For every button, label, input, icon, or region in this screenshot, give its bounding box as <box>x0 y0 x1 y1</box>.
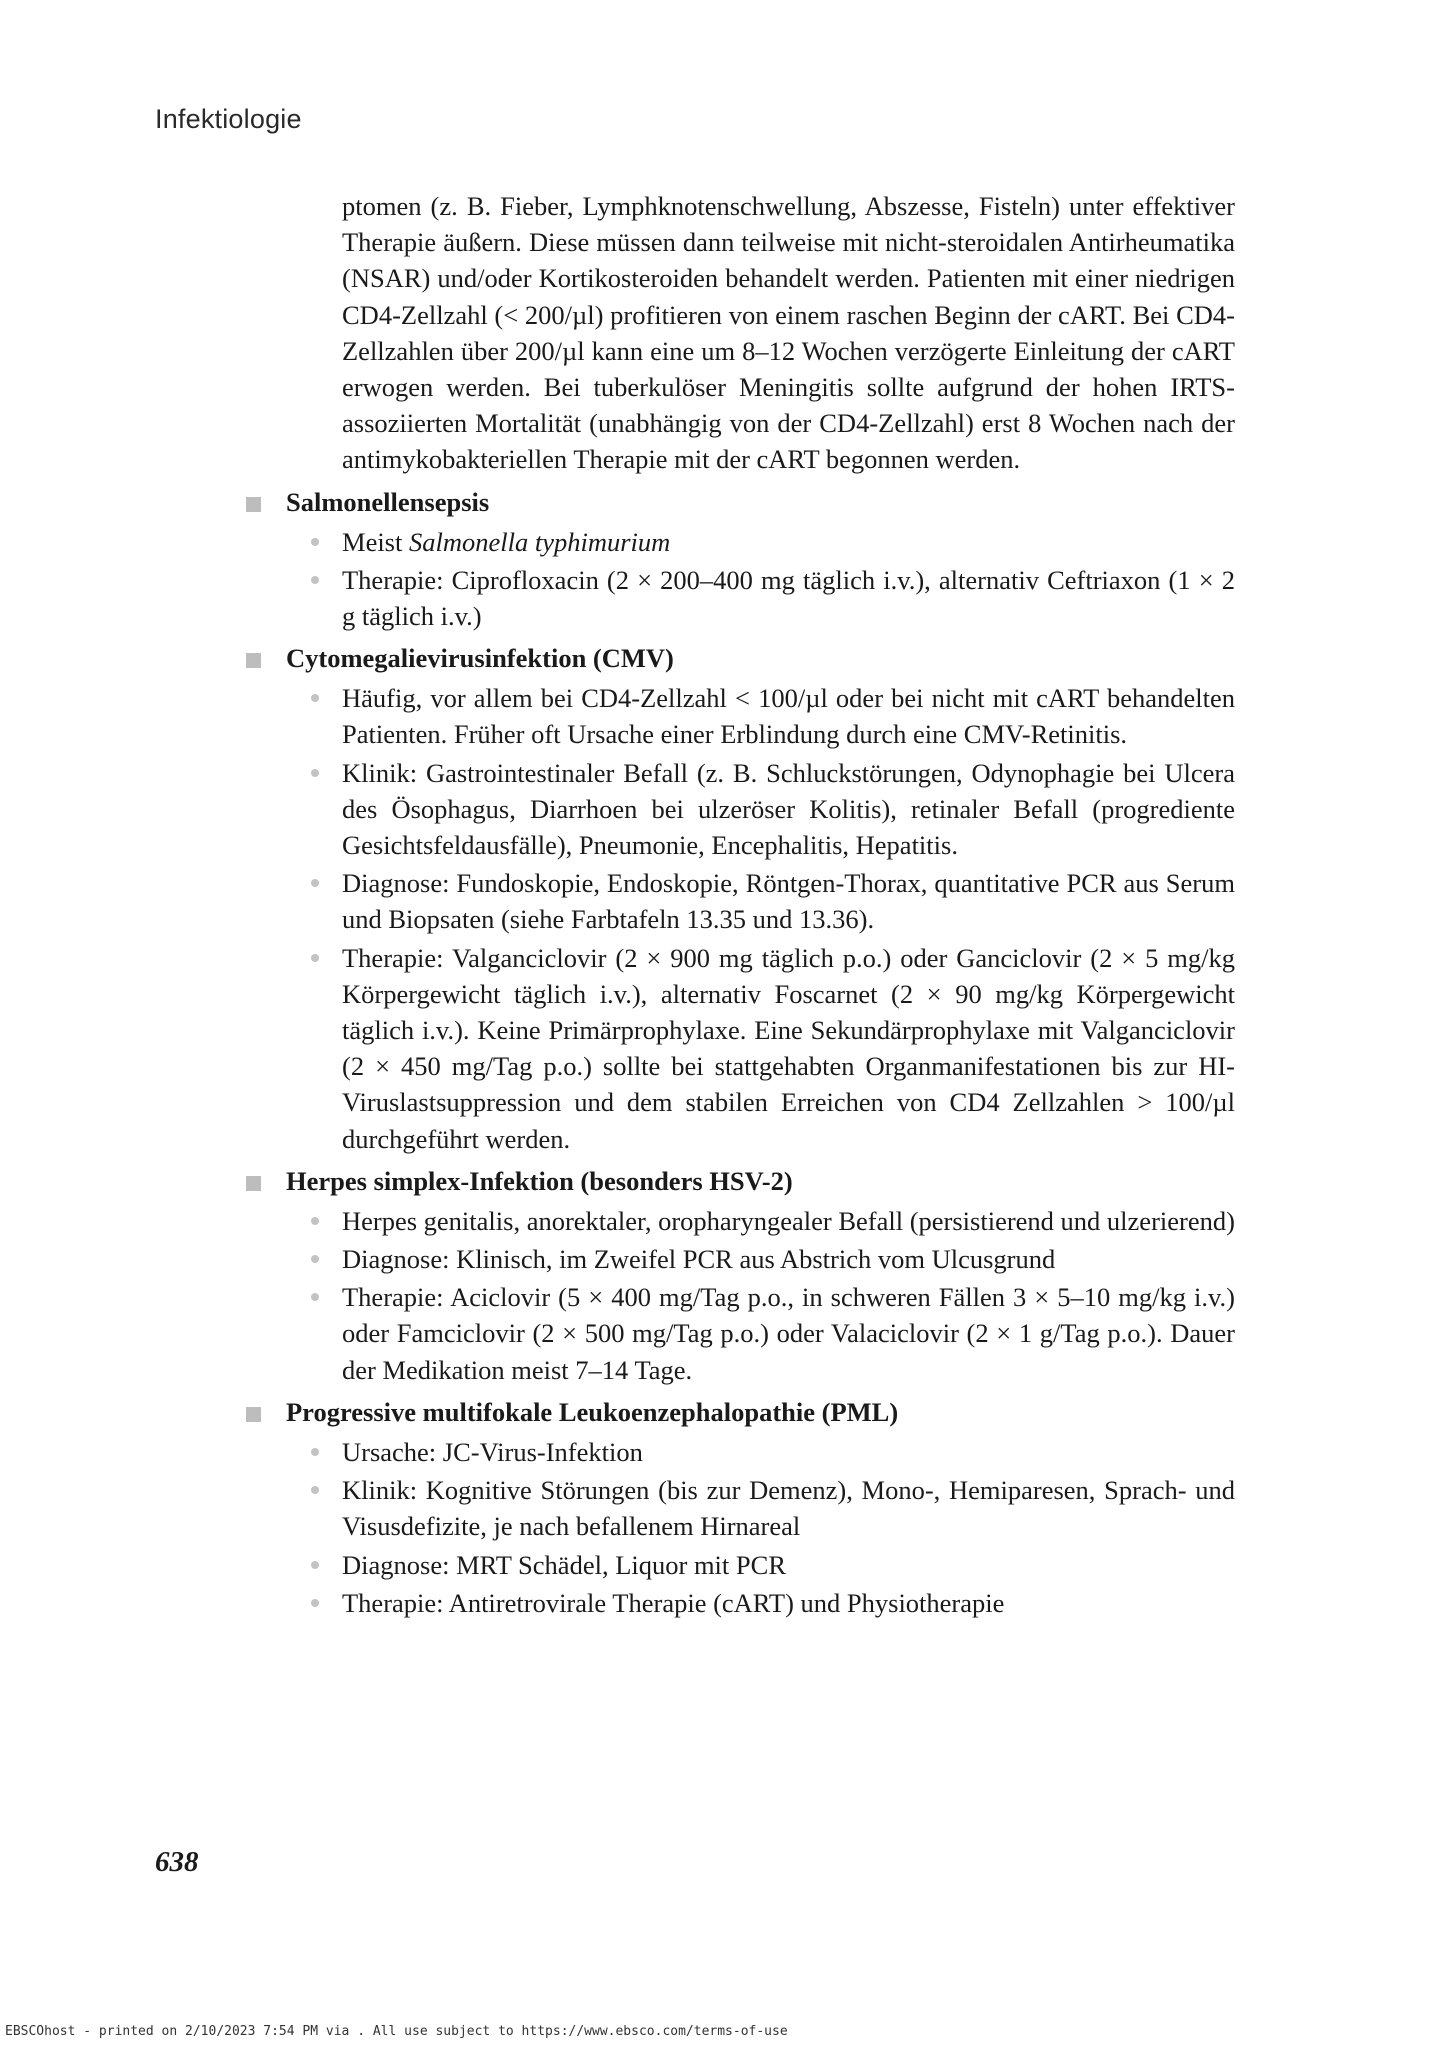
round-bullet-icon <box>311 954 319 962</box>
round-bullet-icon <box>311 1448 319 1456</box>
section-pml <box>0 1394 1452 1621</box>
section-heading-text: Progressive multifokale Leukoenzephalopathie (PML) <box>286 1396 899 1427</box>
section-heading-text: Herpes simplex-Infektion (besonders HSV-2) <box>286 1165 793 1196</box>
list-item <box>342 1585 1235 1621</box>
round-bullet-icon <box>311 879 319 887</box>
list-item-text: Häufig, vor allem bei CD4-Zellzahl < 100/µl oder bei nicht mit cART behandelten Patienten. Früher oft Ursache einer Erblindung durch eine CMV-Retinitis. <box>342 683 1235 750</box>
list-item <box>342 1241 1235 1277</box>
section-heading <box>286 1163 1452 1199</box>
list-item <box>342 1203 1235 1239</box>
section-heading <box>286 640 1452 676</box>
list-item <box>342 562 1235 634</box>
page-number: 638 <box>155 1846 199 1878</box>
list-item <box>342 1279 1235 1388</box>
list-item-text: Herpes genitalis, anorektaler, oropharyngealer Befall (persistierend und ulzerierend) <box>342 1205 1235 1236</box>
section-cmv <box>0 640 1452 1157</box>
intro-paragraph: ptomen (z. B. Fieber, Lymphknotenschwellung, Abszesse, Fisteln) unter effektiver Therapie äußern. Diese müssen dann teilweise mit nicht-steroidalen Antirheumatika (NSAR) und/oder Kortikosteroiden behandelt werden. Patienten mit einer niedrigen CD4-Zellzahl (< 200/µl) profitieren von einem raschen Beginn der cART. Bei CD4-Zellzahlen über 200/µl kann eine um 8–12 Wochen verzögerte Einleitung der cART erwogen werden. Bei tuberkulöser Meningitis sollte aufgrund der hohen IRTS-assoziierten Mortalität (unabhängig von der CD4-Zellzahl) erst 8 Wochen nach der antimykobakteriellen Therapie mit der cART begonnen werden. <box>342 191 1235 475</box>
round-bullet-icon <box>311 1217 319 1225</box>
section-heading <box>286 1394 1452 1430</box>
list-item-text: Ursache: JC-Virus-Infektion <box>342 1436 643 1467</box>
list-item-text: Therapie: Ciprofloxacin (2 × 200–400 mg täglich i.v.), alternativ Ceftriaxon (1 × 2 g täglich i.v.) <box>342 564 1235 632</box>
list-item-text: Therapie: Valganciclovir (2 × 900 mg täglich p.o.) oder Ganciclovir (2 × 5 mg/kg Körpergewicht täglich i.v.), alternativ Foscarnet (2 × 90 mg/kg Körpergewicht täglich i.v.). Keine Primärprophylaxe. Eine Sekundärprophylaxe mit Valganciclovir (2 × 450 mg/Tag p.o.) sollte bei stattgehabten Organmanifestationen bis zur HI-Viruslastsuppression und dem stabilen Erreichen von CD4 Zellzahlen > 100/µl durchgeführt werden. <box>342 942 1235 1154</box>
footer-notice: EBSCOhost - printed on 2/10/2023 7:54 PM via . All use subject to https://www.ebsco.com/terms-of-use <box>5 2024 788 2039</box>
round-bullet-icon <box>311 1599 319 1607</box>
round-bullet-icon <box>311 576 319 584</box>
round-bullet-icon <box>311 1293 319 1301</box>
bullet-list <box>0 524 1452 635</box>
species-name: Salmonella typhimurium <box>409 526 671 557</box>
list-item-text: Diagnose: MRT Schädel, Liquor mit PCR <box>342 1549 786 1580</box>
list-item-text: Therapie: Aciclovir (5 × 400 mg/Tag p.o., in schweren Fällen 3 × 5–10 mg/kg i.v.) oder Famciclovir (2 × 500 mg/Tag p.o.) oder Valaciclovir (2 × 1 g/Tag p.o.). Dauer der Medikation meist 7–14 Tage. <box>342 1282 1235 1385</box>
square-bullet-icon <box>246 1407 261 1422</box>
list-item <box>342 755 1235 864</box>
list-item <box>342 865 1235 937</box>
square-bullet-icon <box>246 1176 261 1191</box>
round-bullet-icon <box>311 538 319 546</box>
round-bullet-icon <box>311 769 319 777</box>
list-item <box>342 1472 1235 1544</box>
list-item-text: Klinik: Gastrointestinaler Befall (z. B. Schluckstörungen, Odynophagie bei Ulcera des Ösophagus, Diarrhoen bei ulzeröser Kolitis), retinaler Befall (progrediente Gesichtsfeldausfälle), Pneumonie, Encephalitis, Hepatitis. <box>342 757 1235 861</box>
list-item <box>342 1434 1235 1470</box>
square-bullet-icon <box>246 497 261 512</box>
list-item <box>342 680 1235 752</box>
list-item-text: Diagnose: Klinisch, im Zweifel PCR aus Abstrich vom Ulcusgrund <box>342 1244 1056 1275</box>
list-item-text: Therapie: Antiretrovirale Therapie (cART) und Physiotherapie <box>342 1587 1005 1618</box>
page-body <box>0 188 1452 1623</box>
section-heading-text: Salmonellensepsis <box>286 486 490 517</box>
round-bullet-icon <box>311 694 319 702</box>
round-bullet-icon <box>311 1255 319 1263</box>
section-salmonellensepsis <box>0 484 1452 635</box>
section-heading <box>286 484 1452 520</box>
list-item <box>342 1547 1235 1583</box>
square-bullet-icon <box>246 653 261 668</box>
list-item-text: Diagnose: Fundoskopie, Endoskopie, Röntgen-Thorax, quantitative PCR aus Serum und Biopsaten (siehe Farbtafeln 13.35 und 13.36). <box>342 868 1235 935</box>
list-item-text: Klinik: Kognitive Störungen (bis zur Demenz), Mono-, Hemiparesen, Sprach- und Visusdefizite, je nach befallenem Hirnareal <box>342 1475 1235 1542</box>
list-item <box>342 524 1235 560</box>
running-head: Infektiologie <box>155 104 302 134</box>
list-item-text: Meist <box>342 526 409 557</box>
section-heading-text: Cytomegalievirusinfektion (CMV) <box>286 643 674 674</box>
round-bullet-icon <box>311 1561 319 1569</box>
bullet-list <box>0 680 1452 1157</box>
list-item <box>342 940 1235 1157</box>
bullet-list <box>0 1203 1452 1388</box>
bullet-list <box>0 1434 1452 1621</box>
section-herpes-simplex <box>0 1163 1452 1388</box>
round-bullet-icon <box>311 1486 319 1494</box>
